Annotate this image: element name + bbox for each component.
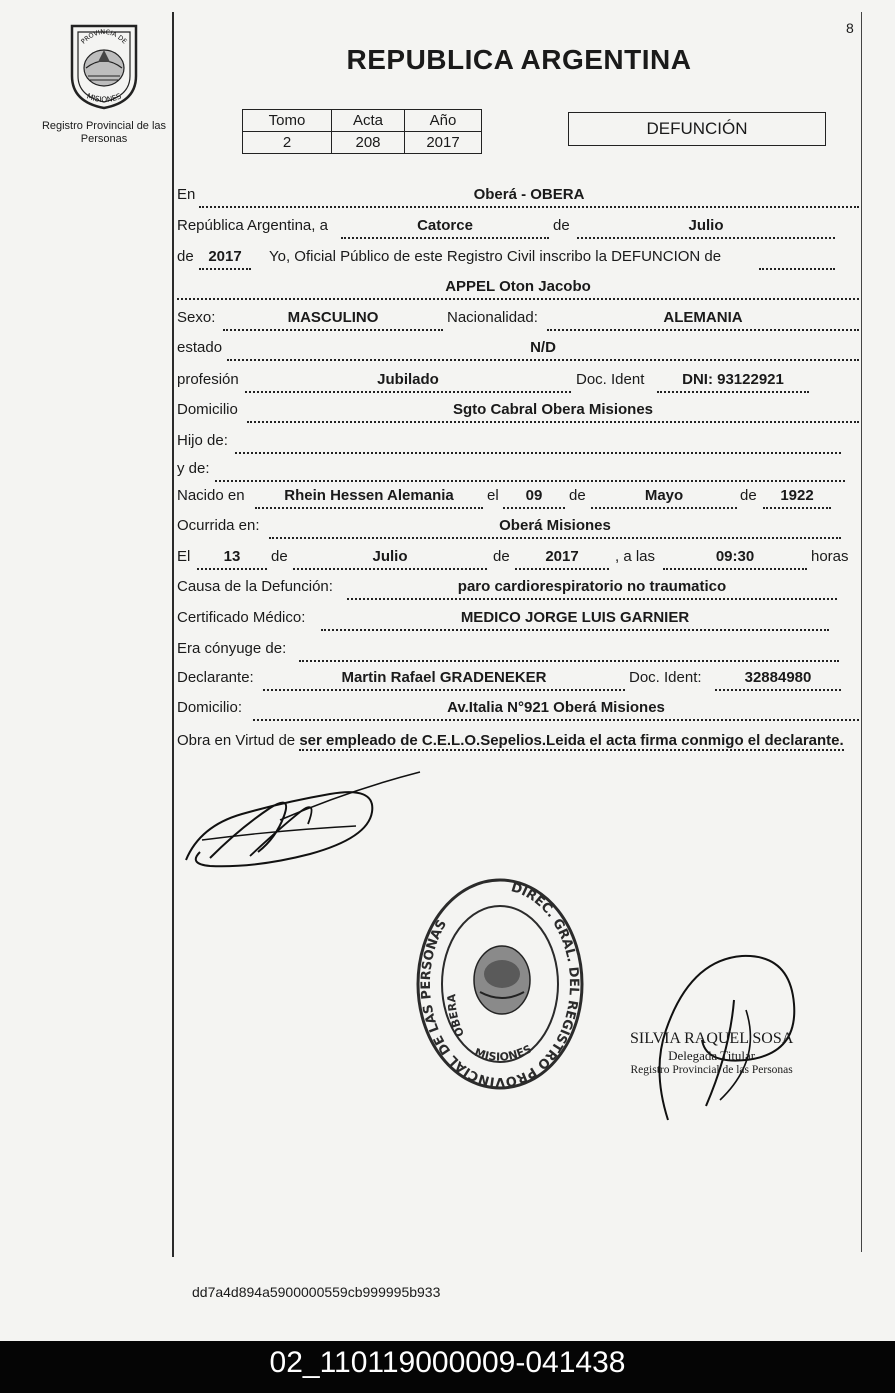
row-birth: [177, 487, 859, 509]
row-occurred: [177, 517, 859, 539]
field-death-day: 13: [197, 548, 267, 570]
footer-code: 02_110119000009-041438: [269, 1346, 626, 1379]
registry-caption: Registro Provincial de las Personas: [41, 120, 167, 145]
label-el-cap: El: [177, 548, 191, 565]
field-doc: DNI: 93122921: [657, 371, 809, 393]
row-cause: [177, 578, 859, 600]
province-crest-icon: [64, 18, 144, 110]
label-conyuge: Era cónyuge de:: [177, 640, 287, 657]
row-place: [177, 186, 859, 208]
label-de-6: de: [493, 548, 510, 565]
label-republica: República Argentina, a: [177, 217, 328, 234]
seal-inner-bottom-text: MISIONES: [472, 1042, 534, 1064]
row-declarant: [177, 669, 859, 691]
field-by-virtue: ser empleado de C.E.L.O.Sepelios.Leida el acta firma conmigo el declarante.: [299, 732, 844, 749]
field-declarant-address: Av.Italia N°921 Oberá Misiones: [253, 699, 859, 721]
svg-text:PROVINCIA DE: [79, 28, 128, 46]
label-domicilio-2: Domicilio:: [177, 699, 243, 716]
field-month: Julio: [577, 217, 835, 239]
field-cause: paro cardiorespiratorio no traumatico: [347, 578, 837, 600]
field-deceased-name: APPEL Oton Jacobo: [177, 278, 859, 300]
label-a-las: , a las: [615, 548, 656, 565]
svg-text:OBERA: [445, 993, 467, 1038]
label-horas: horas: [811, 548, 849, 565]
crest-text-top: PROVINCIA DE: [79, 27, 129, 46]
label-nacionalidad: Nacionalidad:: [447, 309, 538, 326]
label-de-4: de: [740, 487, 757, 504]
label-hijo-de: Hijo de:: [177, 432, 228, 449]
field-statement-blank: [759, 248, 835, 270]
field-and-of: [215, 460, 845, 482]
label-doc-ident-2: Doc. Ident:: [629, 669, 702, 686]
field-certificate: MEDICO JORGE LUIS GARNIER: [321, 609, 829, 631]
field-address: Sgto Cabral Obera Misiones: [247, 401, 859, 423]
label-causa: Causa de la Defunción:: [177, 578, 333, 595]
row-death-date: [177, 548, 859, 570]
document-hash: dd7a4d894a5900000559cb999995b933: [192, 1284, 441, 1300]
field-declarant: Martin Rafael GRADENEKER: [263, 669, 625, 691]
field-death-time: 09:30: [663, 548, 807, 570]
label-de-5: de: [271, 548, 288, 565]
row-sex-nationality: [177, 309, 859, 331]
acta-value: 208: [332, 132, 405, 154]
reference-table: [242, 109, 482, 154]
row-year-statement: [177, 248, 859, 270]
row-date: [177, 217, 859, 239]
document-type-box: DEFUNCIÓN: [568, 112, 826, 146]
seal-inner-left-text: OBERA: [445, 993, 467, 1039]
field-year: 2017: [199, 248, 251, 270]
row-profession-doc: [177, 371, 859, 393]
label-declarante: Declarante:: [177, 669, 254, 686]
field-death-month: Julio: [293, 548, 487, 570]
row-deceased: [177, 278, 859, 300]
field-declarant-doc: 32884980: [715, 669, 841, 691]
field-nationality: ALEMANIA: [547, 309, 859, 331]
official-seal-icon: [412, 872, 588, 1092]
row-and-of: [177, 460, 859, 482]
field-sex: MASCULINO: [223, 309, 443, 331]
svg-text:MISIONES: [473, 1042, 534, 1063]
tomo-header: Tomo: [243, 110, 332, 132]
svg-text:MISIONES: [85, 91, 122, 104]
label-el: el: [487, 487, 499, 504]
field-place: Oberá - OBERA: [199, 186, 859, 208]
official-name: SILVIA RAQUEL SOSA: [630, 1030, 794, 1047]
field-spouse: [299, 640, 839, 662]
official-signature-block: [630, 1030, 793, 1076]
field-birth-month: Mayo: [591, 487, 737, 509]
field-occurred-place: Oberá Misiones: [269, 517, 841, 539]
anio-header: Año: [405, 110, 482, 132]
right-margin-rule: [861, 12, 862, 1252]
field-profession: Jubilado: [245, 371, 571, 393]
seal-ring-text: DIREC. GRAL. DEL REGISTRO PROVINCIAL DE LAS PERSONAS: [418, 880, 581, 1090]
row-by-virtue: [177, 730, 859, 752]
field-civil-status: N/D: [227, 339, 859, 361]
label-nacido-en: Nacido en: [177, 487, 245, 504]
label-domicilio: Domicilio: [177, 401, 238, 418]
row-spouse: [177, 640, 859, 662]
field-birth-year: 1922: [763, 487, 831, 509]
crest-text-bottom: MISIONES: [85, 91, 123, 105]
tomo-value: 2: [243, 132, 332, 154]
label-de-2: de: [177, 248, 194, 265]
footer-code-bar: [0, 1341, 895, 1393]
declarant-signature: [180, 768, 430, 878]
label-doc-ident: Doc. Ident: [576, 371, 645, 388]
official-organization: Registro Provincial de las Personas: [630, 1064, 793, 1076]
field-birth-day: 09: [503, 487, 565, 509]
label-estado: estado: [177, 339, 223, 356]
row-address: [177, 401, 859, 423]
label-profesion: profesión: [177, 371, 239, 388]
label-certificado: Certificado Médico:: [177, 609, 306, 626]
field-son-of: [235, 432, 841, 454]
row-son-of: [177, 432, 859, 454]
row-declarant-address: [177, 699, 859, 721]
label-ocurrida-en: Ocurrida en:: [177, 517, 260, 534]
acta-header: Acta: [332, 110, 405, 132]
label-de-1: de: [553, 217, 570, 234]
document-title: REPUBLICA ARGENTINA: [346, 44, 692, 75]
official-role: Delegada Titular: [668, 1048, 756, 1063]
anio-value: 2017: [405, 132, 482, 154]
label-en: En: [177, 186, 196, 203]
label-de-3: de: [569, 487, 586, 504]
label-sexo: Sexo:: [177, 309, 216, 326]
label-statement: Yo, Oficial Público de este Registro Civil inscribo la DEFUNCION de: [269, 248, 722, 265]
label-obra: Obra en Virtud de: [177, 732, 296, 749]
row-certificate: [177, 609, 859, 631]
row-civil-status: [177, 339, 859, 361]
label-y-de: y de:: [177, 460, 210, 477]
field-birth-place: Rhein Hessen Alemania: [255, 487, 483, 509]
field-death-year: 2017: [515, 548, 609, 570]
field-day-text: Catorce: [341, 217, 549, 239]
page-number: 8: [846, 20, 854, 36]
left-margin-rule: [172, 12, 174, 1257]
